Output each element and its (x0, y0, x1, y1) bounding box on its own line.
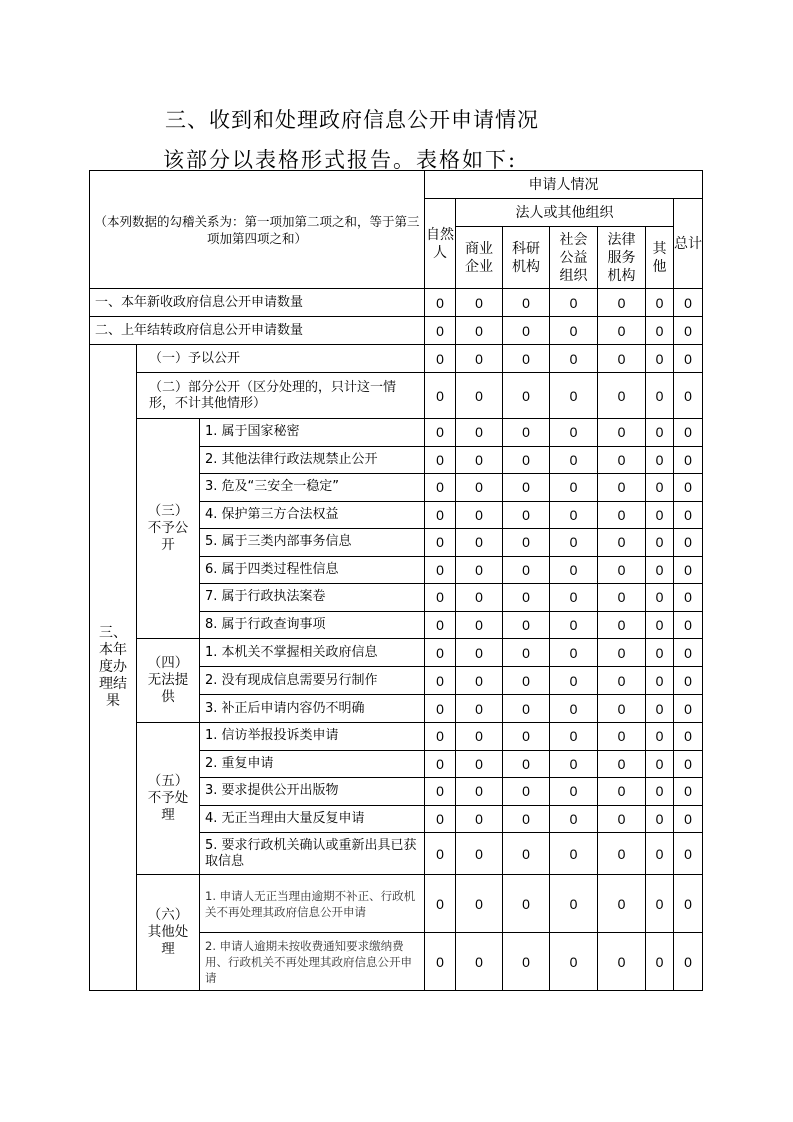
item-label: 1. 申请人无正当理由逾期不补正、行政机关不再处理其政府信息公开申请 (200, 875, 425, 933)
value-cell: 0 (503, 289, 550, 317)
item-label: 5. 属于三类内部事务信息 (200, 529, 425, 557)
value-cell: 0 (674, 875, 703, 933)
value-cell: 0 (456, 723, 503, 751)
value-cell: 0 (598, 933, 646, 991)
value-cell: 0 (646, 501, 674, 529)
value-cell: 0 (598, 584, 646, 612)
value-cell: 0 (646, 933, 674, 991)
value-cell: 0 (598, 750, 646, 778)
value-cell: 0 (503, 529, 550, 557)
value-cell: 0 (674, 778, 703, 806)
value-cell: 0 (456, 501, 503, 529)
row-label: 一、本年新收政府信息公开申请数量 (90, 289, 425, 317)
value-cell: 0 (456, 833, 503, 875)
value-cell: 0 (456, 611, 503, 639)
value-cell: 0 (503, 419, 550, 447)
value-cell: 0 (425, 833, 456, 875)
value-cell: 0 (503, 875, 550, 933)
value-cell: 0 (646, 805, 674, 833)
value-cell: 0 (674, 373, 703, 419)
value-cell: 0 (425, 446, 456, 474)
value-cell: 0 (598, 501, 646, 529)
value-cell: 0 (550, 750, 598, 778)
value-cell: 0 (550, 446, 598, 474)
value-cell: 0 (425, 317, 456, 345)
col-legal-service: 法律服务机构 (598, 227, 646, 289)
value-cell: 0 (598, 695, 646, 723)
table-row (90, 345, 703, 373)
item-label: 3. 补正后申请内容仍不明确 (200, 695, 425, 723)
value-cell: 0 (646, 833, 674, 875)
item-label: 2. 没有现成信息需要另行制作 (200, 667, 425, 695)
value-cell: 0 (503, 501, 550, 529)
item-label: 2. 重复申请 (200, 750, 425, 778)
disclosure-table (89, 170, 703, 991)
table-row (90, 723, 703, 751)
value-cell: 0 (425, 373, 456, 419)
value-cell: 0 (503, 933, 550, 991)
value-cell: 0 (550, 805, 598, 833)
value-cell: 0 (674, 805, 703, 833)
intro-text: 该部分以表格形式报告。表格如下: (163, 148, 518, 172)
value-cell: 0 (425, 474, 456, 502)
value-cell: 0 (503, 611, 550, 639)
item-label: 7. 属于行政执法案卷 (200, 584, 425, 612)
value-cell: 0 (550, 289, 598, 317)
value-cell: 0 (425, 723, 456, 751)
value-cell: 0 (425, 695, 456, 723)
item-label: 4. 保护第三方合法权益 (200, 501, 425, 529)
value-cell: 0 (598, 556, 646, 584)
value-cell: 0 (456, 750, 503, 778)
value-cell: 0 (503, 723, 550, 751)
value-cell: 0 (598, 446, 646, 474)
value-cell: 0 (674, 345, 703, 373)
legal-org-header: 法人或其他组织 (456, 199, 674, 227)
value-cell: 0 (550, 875, 598, 933)
col-public-welfare: 社会公益组织 (550, 227, 598, 289)
value-cell: 0 (456, 805, 503, 833)
value-cell: 0 (503, 556, 550, 584)
value-cell: 0 (646, 778, 674, 806)
value-cell: 0 (550, 695, 598, 723)
value-cell: 0 (550, 778, 598, 806)
value-cell: 0 (503, 667, 550, 695)
other-label: （六）其他处理 (137, 875, 200, 991)
value-cell: 0 (456, 529, 503, 557)
carried-over-row (90, 317, 703, 345)
value-cell: 0 (674, 833, 703, 875)
value-cell: 0 (674, 667, 703, 695)
value-cell: 0 (674, 639, 703, 667)
value-cell: 0 (646, 556, 674, 584)
value-cell: 0 (550, 345, 598, 373)
value-cell: 0 (425, 501, 456, 529)
table-row (90, 373, 703, 419)
col-other: 其他 (646, 227, 674, 289)
item-label: 1. 属于国家秘密 (200, 419, 425, 447)
value-cell: 0 (674, 584, 703, 612)
value-cell: 0 (598, 289, 646, 317)
value-cell: 0 (598, 611, 646, 639)
item-label: 3. 要求提供公开出版物 (200, 778, 425, 806)
table-row (90, 639, 703, 667)
value-cell: 0 (425, 805, 456, 833)
value-cell: 0 (456, 345, 503, 373)
value-cell: 0 (674, 446, 703, 474)
unable-label: （四）无法提供 (137, 639, 200, 723)
value-cell: 0 (425, 556, 456, 584)
value-cell: 0 (646, 289, 674, 317)
value-cell: 0 (456, 933, 503, 991)
section3-label: 三、本年度办理结果 (90, 345, 137, 991)
value-cell: 0 (456, 556, 503, 584)
value-cell: 0 (646, 723, 674, 751)
value-cell: 0 (456, 584, 503, 612)
not-disclose-label: （三）不予公开 (137, 419, 200, 639)
value-cell: 0 (598, 833, 646, 875)
item-label: 4. 无正当理由大量反复申请 (200, 805, 425, 833)
item-label: 2. 申请人逾期未按收费通知要求缴纳费用、行政机关不再处理其政府信息公开申请 (200, 933, 425, 991)
value-cell: 0 (674, 419, 703, 447)
value-cell: 0 (503, 639, 550, 667)
table-row (90, 419, 703, 447)
value-cell: 0 (646, 611, 674, 639)
value-cell: 0 (503, 474, 550, 502)
value-cell: 0 (550, 833, 598, 875)
value-cell: 0 (425, 289, 456, 317)
value-cell: 0 (674, 723, 703, 751)
item-label: 5. 要求行政机关确认或重新出具已获取信息 (200, 833, 425, 875)
value-cell: 0 (456, 289, 503, 317)
value-cell: 0 (674, 611, 703, 639)
table-row (90, 875, 703, 933)
value-cell: 0 (550, 933, 598, 991)
natural-person-header: 自然人 (425, 199, 456, 289)
item-label: 6. 属于四类过程性信息 (200, 556, 425, 584)
value-cell: 0 (550, 611, 598, 639)
partial-label: （二）部分公开（区分处理的，只计这一情形，不计其他情形） (137, 373, 425, 419)
value-cell: 0 (646, 345, 674, 373)
value-cell: 0 (674, 933, 703, 991)
value-cell: 0 (550, 584, 598, 612)
value-cell: 0 (598, 805, 646, 833)
value-cell: 0 (425, 419, 456, 447)
value-cell: 0 (674, 556, 703, 584)
new-requests-row (90, 289, 703, 317)
value-cell: 0 (598, 373, 646, 419)
item-label: 3. 危及“三安全一稳定” (200, 474, 425, 502)
value-cell: 0 (456, 419, 503, 447)
value-cell: 0 (674, 750, 703, 778)
value-cell: 0 (503, 584, 550, 612)
value-cell: 0 (646, 750, 674, 778)
value-cell: 0 (456, 474, 503, 502)
value-cell: 0 (550, 373, 598, 419)
value-cell: 0 (598, 723, 646, 751)
value-cell: 0 (646, 419, 674, 447)
value-cell: 0 (503, 373, 550, 419)
value-cell: 0 (598, 474, 646, 502)
value-cell: 0 (674, 317, 703, 345)
value-cell: 0 (598, 529, 646, 557)
value-cell: 0 (425, 778, 456, 806)
value-cell: 0 (598, 639, 646, 667)
item-label: 1. 信访举报投诉类申请 (200, 723, 425, 751)
value-cell: 0 (646, 373, 674, 419)
value-cell: 0 (503, 805, 550, 833)
value-cell: 0 (456, 667, 503, 695)
value-cell: 0 (456, 639, 503, 667)
col-commercial: 商业企业 (456, 227, 503, 289)
value-cell: 0 (425, 667, 456, 695)
row-label: 二、上年结转政府信息公开申请数量 (90, 317, 425, 345)
table-note: （本列数据的勾稽关系为：第一项加第二项之和，等于第三项加第四项之和） (90, 171, 425, 289)
value-cell: 0 (456, 317, 503, 345)
value-cell: 0 (674, 474, 703, 502)
item-label: 2. 其他法律行政法规禁止公开 (200, 446, 425, 474)
value-cell: 0 (550, 474, 598, 502)
value-cell: 0 (425, 750, 456, 778)
value-cell: 0 (598, 778, 646, 806)
value-cell: 0 (425, 584, 456, 612)
value-cell: 0 (550, 529, 598, 557)
value-cell: 0 (503, 833, 550, 875)
value-cell: 0 (550, 723, 598, 751)
value-cell: 0 (550, 317, 598, 345)
value-cell: 0 (456, 373, 503, 419)
value-cell: 0 (674, 529, 703, 557)
value-cell: 0 (598, 317, 646, 345)
item-label: 1. 本机关不掌握相关政府信息 (200, 639, 425, 667)
value-cell: 0 (456, 778, 503, 806)
value-cell: 0 (646, 695, 674, 723)
value-cell: 0 (646, 639, 674, 667)
value-cell: 0 (674, 501, 703, 529)
value-cell: 0 (503, 778, 550, 806)
value-cell: 0 (598, 345, 646, 373)
value-cell: 0 (550, 556, 598, 584)
value-cell: 0 (646, 446, 674, 474)
value-cell: 0 (503, 446, 550, 474)
value-cell: 0 (646, 584, 674, 612)
applicant-header: 申请人情况 (425, 171, 703, 199)
value-cell: 0 (456, 875, 503, 933)
value-cell: 0 (425, 529, 456, 557)
value-cell: 0 (646, 474, 674, 502)
value-cell: 0 (503, 317, 550, 345)
item-label: 8. 属于行政查询事项 (200, 611, 425, 639)
section-heading: 三、收到和处理政府信息公开申请情况 (165, 108, 539, 132)
value-cell: 0 (550, 501, 598, 529)
value-cell: 0 (646, 317, 674, 345)
value-cell: 0 (646, 529, 674, 557)
value-cell: 0 (674, 695, 703, 723)
value-cell: 0 (456, 446, 503, 474)
no-process-label: （五）不予处理 (137, 723, 200, 875)
value-cell: 0 (646, 667, 674, 695)
col-research: 科研机构 (503, 227, 550, 289)
value-cell: 0 (550, 419, 598, 447)
value-cell: 0 (425, 933, 456, 991)
value-cell: 0 (598, 667, 646, 695)
value-cell: 0 (598, 875, 646, 933)
value-cell: 0 (598, 419, 646, 447)
value-cell: 0 (550, 639, 598, 667)
value-cell: 0 (550, 667, 598, 695)
disclose-label: （一）予以公开 (137, 345, 425, 373)
value-cell: 0 (456, 695, 503, 723)
value-cell: 0 (425, 639, 456, 667)
value-cell: 0 (425, 875, 456, 933)
total-header: 总计 (674, 199, 703, 289)
value-cell: 0 (503, 750, 550, 778)
value-cell: 0 (646, 875, 674, 933)
value-cell: 0 (503, 695, 550, 723)
value-cell: 0 (425, 611, 456, 639)
value-cell: 0 (425, 345, 456, 373)
value-cell: 0 (674, 289, 703, 317)
value-cell: 0 (503, 345, 550, 373)
